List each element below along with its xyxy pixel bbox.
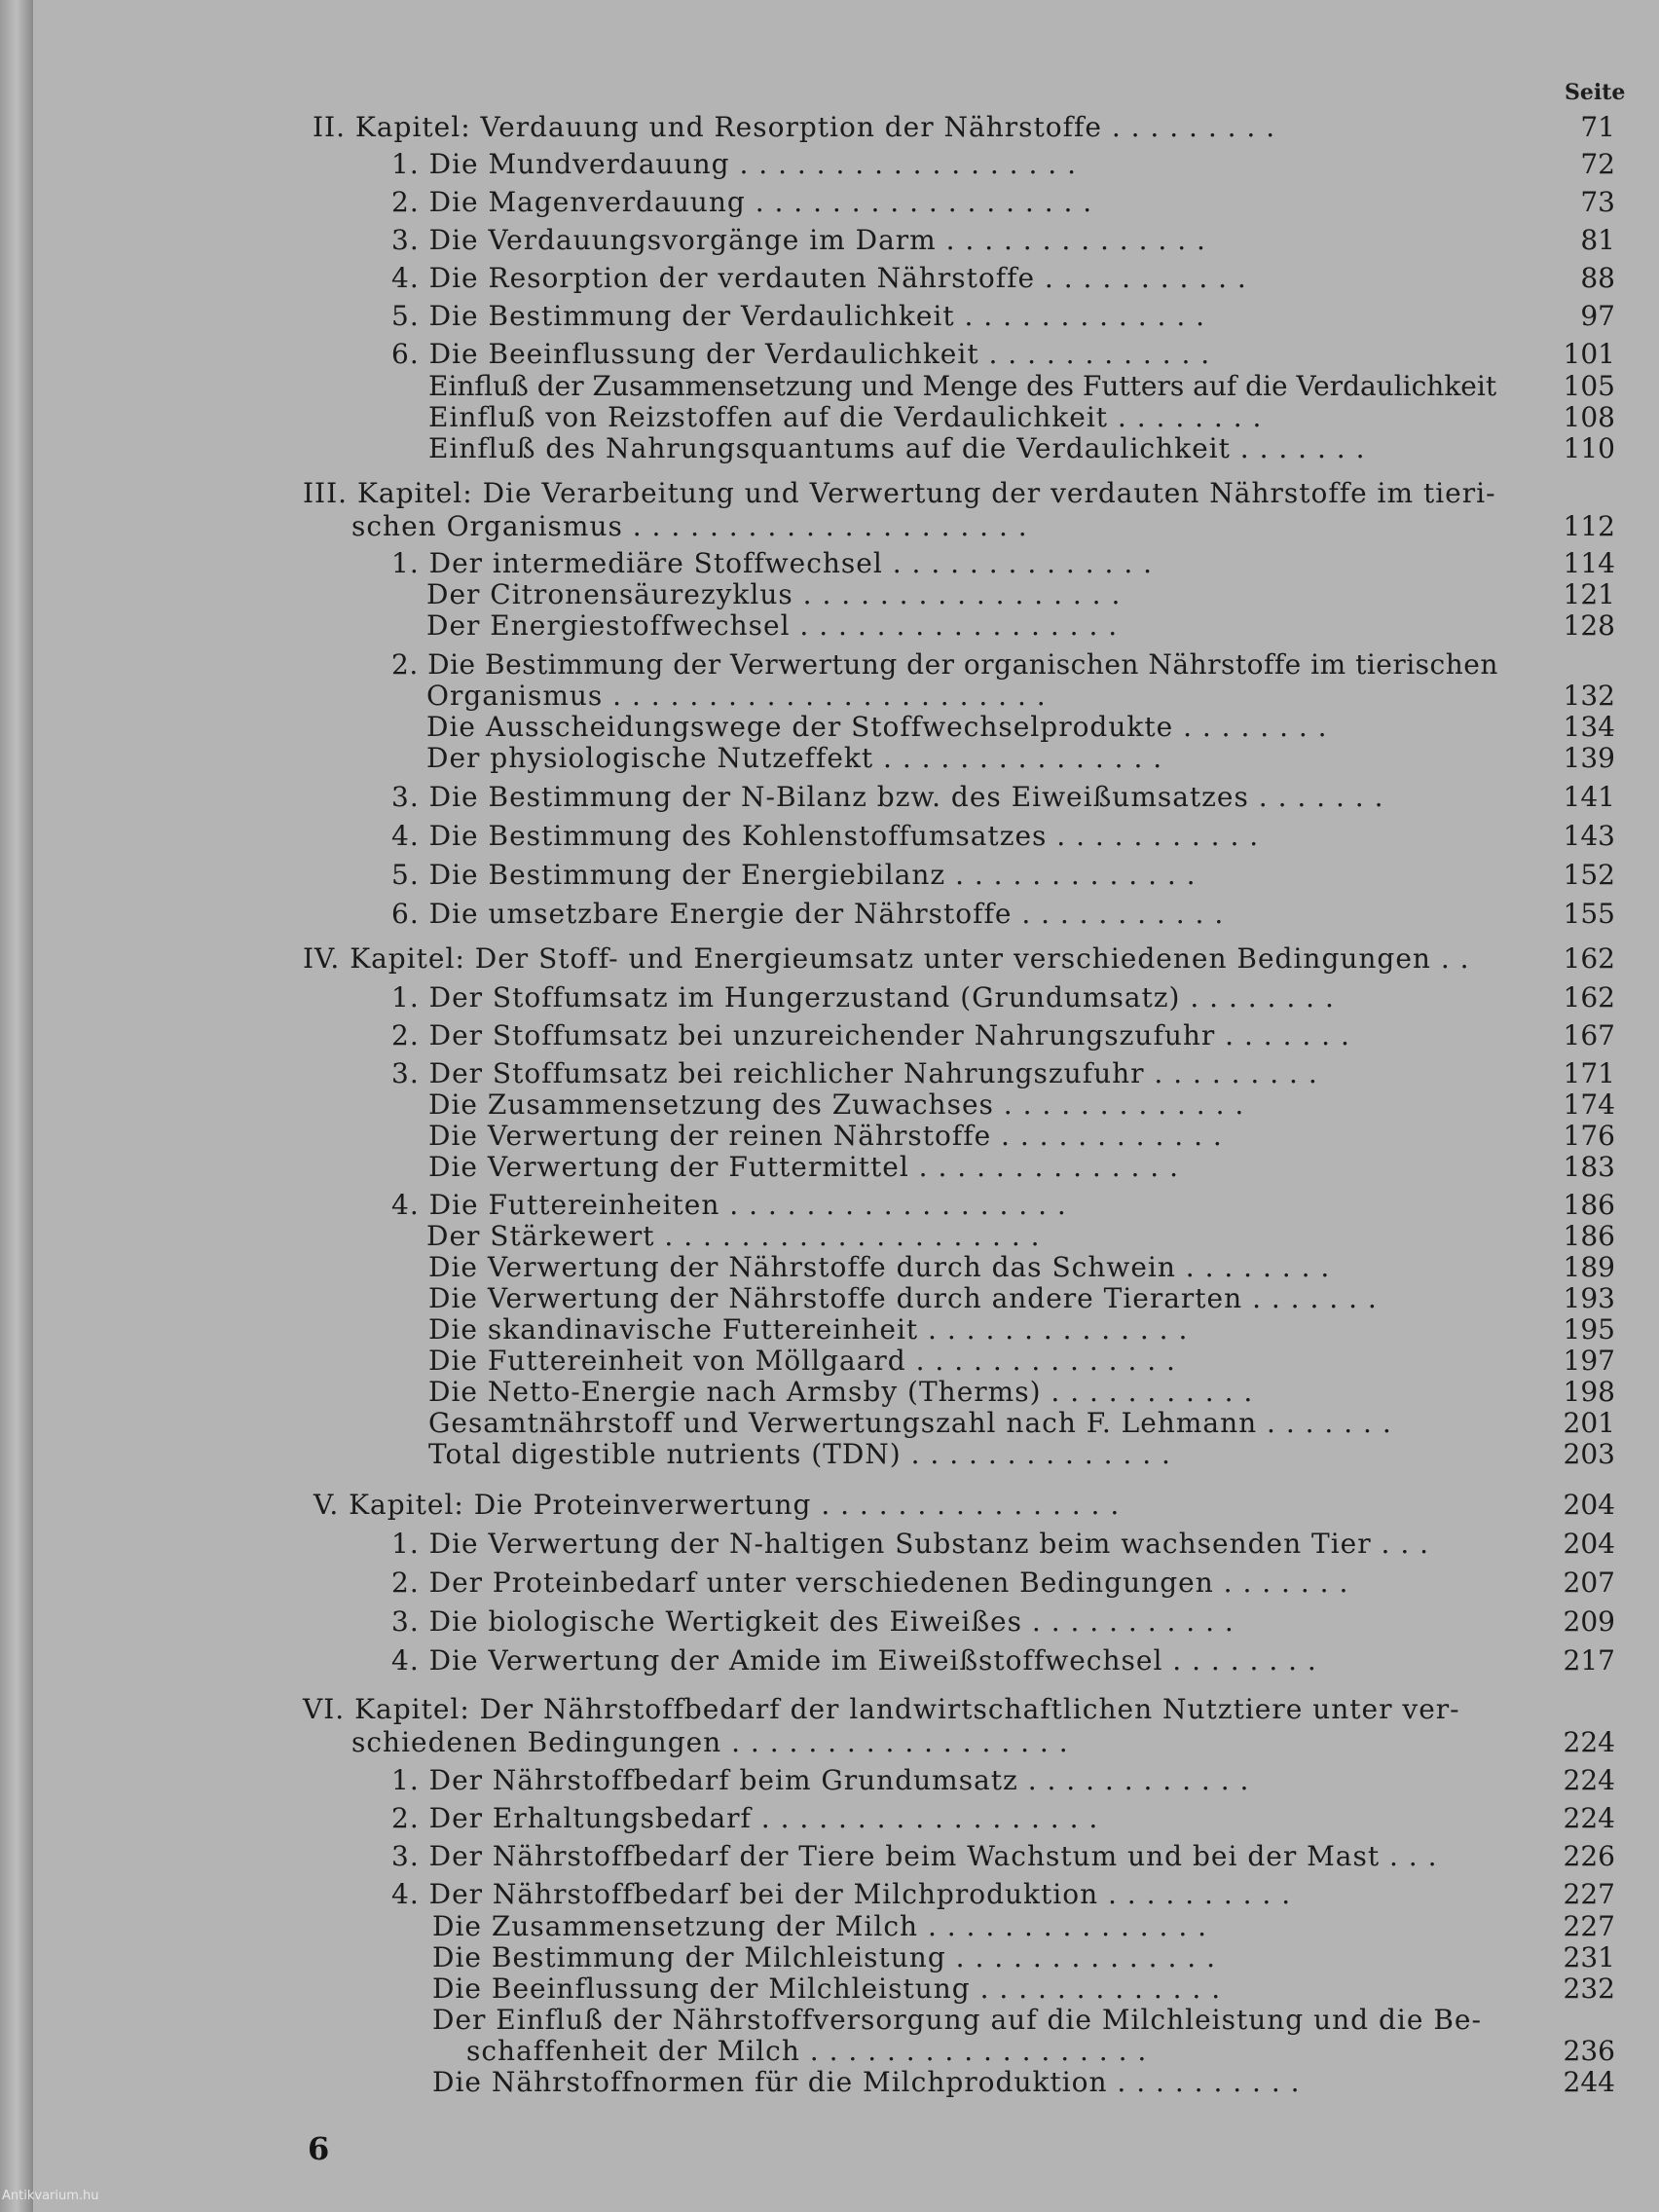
toc-entry-text: 1. Der Nährstoffbedarf beim Grundumsatz . . . . . . . . . . . .	[391, 1764, 1250, 1796]
toc-entry-page: 139	[1563, 742, 1615, 774]
toc-entry	[33, 184, 1659, 221]
toc-entry-text: Die Nährstoffnormen für die Milchproduktion . . . . . . . . . .	[432, 2066, 1301, 2098]
toc-subentry	[33, 2064, 1659, 2101]
toc-entry-text: Die Beeinflussung der Milchleistung . . . . . . . . . . . . .	[432, 1972, 1222, 2005]
toc-entry	[33, 1565, 1659, 1602]
chapter-heading	[33, 1487, 1659, 1524]
toc-entry	[33, 979, 1659, 1016]
toc-entry-text: II. Kapitel: Verdauung und Resorption der Nährstoffe . . . . . . . . .	[313, 111, 1276, 143]
toc-entry	[33, 260, 1659, 297]
toc-entry	[33, 1762, 1659, 1799]
toc-entry-text: Einfluß von Reizstoffen auf die Verdaulichkeit . . . . . . . .	[428, 401, 1263, 433]
toc-entry-page: 162	[1563, 942, 1615, 975]
toc-entry-text: 4. Die Futtereinheiten . . . . . . . . . . . . . . . . . .	[391, 1189, 1067, 1221]
toc-entry-page: 73	[1580, 186, 1615, 218]
toc-entry-text: 4. Die Bestimmung des Kohlenstoffumsatzes . . . . . . . . . . .	[391, 820, 1260, 852]
toc-entry-text: schen Organismus . . . . . . . . . . . . . . . . . . . . .	[351, 510, 1028, 542]
toc-entry-page: 195	[1563, 1313, 1615, 1346]
toc-entry-page: 232	[1563, 1972, 1615, 2005]
toc-entry-page: 209	[1563, 1605, 1615, 1638]
chapter-heading	[33, 1691, 1659, 1728]
chapter-heading	[33, 109, 1659, 146]
toc-entry	[33, 146, 1659, 183]
toc-entry-page: 193	[1563, 1282, 1615, 1314]
toc-entry-text: Einfluß des Nahrungsquantums auf die Verdaulichkeit . . . . . . .	[428, 432, 1366, 464]
toc-entry-text: 1. Die Mundverdauung . . . . . . . . . . . . . . . . . .	[391, 148, 1077, 180]
toc-entry-page: 97	[1580, 300, 1615, 332]
toc-entry-text: 5. Die Bestimmung der Energiebilanz . . . . . . . . . . . . .	[391, 859, 1197, 891]
toc-entry-text: 1. Der Stoffumsatz im Hungerzustand (Grundumsatz) . . . . . . . .	[391, 981, 1335, 1014]
toc-entry-page: 121	[1563, 578, 1615, 610]
toc-entry-text: III. Kapitel: Die Verarbeitung und Verwertung der verdauten Nährstoffe im tieri-	[303, 477, 1496, 509]
chapter-heading-continued	[33, 508, 1659, 545]
toc-entry-page: 186	[1563, 1220, 1615, 1252]
toc-entry-text: 3. Die Bestimmung der N-Bilanz bzw. des Eiweißumsatzes . . . . . . .	[391, 781, 1384, 813]
toc-entry-page: 141	[1563, 781, 1615, 813]
toc-subentry	[33, 430, 1659, 467]
toc-entry-text: 2. Der Erhaltungsbedarf . . . . . . . . . . . . . . . . . .	[391, 1802, 1099, 1834]
toc-entry-page: 226	[1563, 1840, 1615, 1872]
toc-entry-page: 176	[1563, 1120, 1615, 1152]
toc-entry-page: 112	[1563, 510, 1615, 542]
toc-entry-text: Gesamtnährstoff und Verwertungszahl nach F. Lehmann . . . . . . .	[428, 1407, 1392, 1439]
toc-entry-text: 2. Die Bestimmung der Verwertung der organischen Nährstoffe im tierischen	[391, 648, 1498, 681]
toc-entry-text: Der physiologische Nutzeffekt . . . . . . . . . . . . . . .	[426, 742, 1163, 774]
toc-entry-text: 3. Der Nährstoffbedarf der Tiere beim Wachstum und bei der Mast . . .	[391, 1840, 1438, 1872]
toc-entry-page: 110	[1563, 432, 1615, 464]
toc-entry	[33, 1800, 1659, 1837]
toc-entry-page: 174	[1563, 1088, 1615, 1121]
toc-entry	[33, 818, 1659, 855]
toc-entry-page: 227	[1563, 1878, 1615, 1910]
toc-entry-text: 6. Die Beeinflussung der Verdaulichkeit . . . . . . . . . . . .	[391, 338, 1211, 370]
toc-entry-text: Der Einfluß der Nährstoffversorgung auf die Milchleistung und die Be-	[432, 2004, 1482, 2036]
toc-entry-text: Die Netto-Energie nach Armsby (Therms) . . . . . . . . . . .	[428, 1376, 1254, 1408]
toc-entry-page: 224	[1563, 1764, 1615, 1796]
toc-entry-text: Die Bestimmung der Milchleistung . . . . . . . . . . . . . .	[432, 1941, 1216, 1973]
toc-entry-text: 3. Die Verdauungsvorgänge im Darm . . . . . . . . . . . . . .	[391, 224, 1206, 256]
toc-entry-page: 236	[1563, 2035, 1615, 2067]
toc-entry-page: 227	[1563, 1910, 1615, 1942]
toc-subentry	[33, 740, 1659, 777]
toc-entry-text: Der Energiestoffwechsel . . . . . . . . . . . . . . . . .	[426, 609, 1119, 642]
toc-entry-page: 81	[1580, 224, 1615, 256]
toc-entry-text: Total digestible nutrients (TDN) . . . . . . . . . . . . . .	[428, 1438, 1171, 1470]
toc-entry-text: schaffenheit der Milch . . . . . . . . . . . . . . . . . .	[466, 2035, 1148, 2067]
toc-entry-page: 88	[1580, 262, 1615, 294]
toc-entry-page: 204	[1563, 1528, 1615, 1560]
toc-entry-text: Die Zusammensetzung der Milch . . . . . . . . . . . . . . .	[432, 1910, 1208, 1942]
toc-entry	[33, 298, 1659, 335]
toc-entry-text: 1. Die Verwertung der N-haltigen Substanz beim wachsenden Tier . . .	[391, 1528, 1430, 1560]
toc-entry-page: 114	[1563, 547, 1615, 579]
toc-entry-text: Die Verwertung der Nährstoffe durch andere Tierarten . . . . . . .	[428, 1282, 1378, 1314]
toc-entry-text: 4. Der Nährstoffbedarf bei der Milchproduktion . . . . . . . . . .	[391, 1878, 1292, 1910]
toc-entry-page: 203	[1563, 1438, 1615, 1470]
toc-entry-text: Die Verwertung der reinen Nährstoffe . . . . . . . . . . . .	[428, 1120, 1223, 1152]
toc-entry	[33, 1526, 1659, 1563]
toc-entry-text: Die Verwertung der Futtermittel . . . . . . . . . . . . . .	[428, 1151, 1179, 1183]
toc-entry-page: 71	[1580, 111, 1615, 143]
toc-entry-text: 3. Die biologische Wertigkeit des Eiweißes . . . . . . . . . . .	[391, 1605, 1235, 1638]
watermark: Antikvarium.hu	[2, 2189, 99, 2203]
toc-entry-page: 162	[1563, 981, 1615, 1014]
toc-entry-page: 132	[1563, 680, 1615, 712]
toc-entry-text: 2. Der Proteinbedarf unter verschiedenen Bedingungen . . . . . . .	[391, 1567, 1349, 1599]
toc-entry-text: 2. Der Stoffumsatz bei unzureichender Nahrungszufuhr . . . . . . .	[391, 1019, 1350, 1051]
toc-entry-page: 244	[1563, 2066, 1615, 2098]
toc-entry-text: Organismus . . . . . . . . . . . . . . . . . . . . . . .	[426, 680, 1047, 712]
toc-entry	[33, 222, 1659, 259]
toc-entry-text: 2. Die Magenverdauung . . . . . . . . . . . . . . . . . .	[391, 186, 1093, 218]
toc-entry-text: 4. Die Verwertung der Amide im Eiweißstoffwechsel . . . . . . . .	[391, 1644, 1317, 1677]
toc-entry-text: IV. Kapitel: Der Stoff- und Energieumsatz unter verschiedenen Bedingungen . .	[303, 942, 1470, 975]
toc-entry-text: 5. Die Bestimmung der Verdaulichkeit . . . . . . . . . . . . .	[391, 300, 1206, 332]
toc-entry-text: Der Stärkewert . . . . . . . . . . . . . . . . . . . .	[426, 1220, 1041, 1252]
toc-entry-text: 6. Die umsetzbare Energie der Nährstoffe . . . . . . . . . . .	[391, 898, 1225, 930]
toc-entry-text: VI. Kapitel: Der Nährstoffbedarf der landwirtschaftlichen Nutztiere unter ver-	[303, 1693, 1460, 1725]
toc-entry-text: Die skandinavische Futtereinheit . . . . . . . . . . . . . .	[428, 1313, 1189, 1346]
toc-entry-page: 231	[1563, 1941, 1615, 1973]
toc-entry-page: 189	[1563, 1251, 1615, 1283]
toc-entry-text: 4. Die Resorption der verdauten Nährstoffe . . . . . . . . . . .	[391, 262, 1247, 294]
toc-entry-page: 207	[1563, 1567, 1615, 1599]
toc-entry-page: 155	[1563, 898, 1615, 930]
toc-entry-page: 224	[1563, 1802, 1615, 1834]
toc-entry-page: 171	[1563, 1057, 1615, 1089]
toc-entry	[33, 857, 1659, 894]
toc-entry-page: 186	[1563, 1189, 1615, 1221]
toc-entry-text: schiedenen Bedingungen . . . . . . . . . . . . . . . . . .	[351, 1726, 1069, 1758]
toc-entry-page: 201	[1563, 1407, 1615, 1439]
toc-entry-page: 167	[1563, 1019, 1615, 1051]
toc-entry-text: Einfluß der Zusammensetzung und Menge des Futters auf die Verdaulichkeit	[428, 370, 1497, 402]
toc-entry-page: 143	[1563, 820, 1615, 852]
toc-subentry	[33, 1149, 1659, 1186]
toc-entry-text: Die Futtereinheit von Möllgaard . . . . . . . . . . . . . .	[428, 1345, 1176, 1377]
toc-entry	[33, 779, 1659, 816]
toc-entry-text: Die Zusammensetzung des Zuwachses . . . . . . . . . . . . .	[428, 1088, 1245, 1121]
toc-entry-text: Die Ausscheidungswege der Stoffwechselprodukte . . . . . . . .	[426, 711, 1328, 743]
toc-entry-page: 183	[1563, 1151, 1615, 1183]
toc-entry-text: V. Kapitel: Die Proteinverwertung . . . . . . . . . . . . . . . .	[313, 1489, 1121, 1521]
toc-entry	[33, 896, 1659, 933]
chapter-heading	[33, 475, 1659, 512]
toc-entry-page: 217	[1563, 1644, 1615, 1677]
toc-subentry	[33, 608, 1659, 645]
book-page	[33, 0, 1659, 2212]
page-number: 6	[308, 2130, 330, 2167]
book-binding-edge	[0, 0, 33, 2212]
chapter-heading-continued	[33, 1724, 1659, 1761]
toc-entry	[33, 1642, 1659, 1679]
toc-entry-page: 204	[1563, 1489, 1615, 1521]
toc-entry-page: 108	[1563, 401, 1615, 433]
toc-entry	[33, 1604, 1659, 1641]
toc-entry-page: 128	[1563, 609, 1615, 642]
toc-entry	[33, 1838, 1659, 1875]
toc-entry-page: 224	[1563, 1726, 1615, 1758]
toc-subentry	[33, 1436, 1659, 1473]
toc-entry-page: 105	[1563, 370, 1615, 402]
toc-entry-page: 101	[1563, 338, 1615, 370]
toc-entry-page: 152	[1563, 859, 1615, 891]
toc-entry-text: Der Citronensäurezyklus . . . . . . . . . . . . . . . . .	[426, 578, 1122, 610]
toc-entry-text: 3. Der Stoffumsatz bei reichlicher Nahrungszufuhr . . . . . . . . .	[391, 1057, 1318, 1089]
chapter-heading	[33, 940, 1659, 977]
toc-entry-page: 197	[1563, 1345, 1615, 1377]
toc-entry-text: Die Verwertung der Nährstoffe durch das Schwein . . . . . . . .	[428, 1251, 1331, 1283]
toc-entry-page: 198	[1563, 1376, 1615, 1408]
toc-entry-page: 72	[1580, 148, 1615, 180]
seite-column-label: Seite	[1565, 80, 1626, 105]
toc-entry	[33, 1017, 1659, 1054]
toc-entry-text: 1. Der intermediäre Stoffwechsel . . . . . . . . . . . . . .	[391, 547, 1154, 579]
toc-entry-page: 134	[1563, 711, 1615, 743]
